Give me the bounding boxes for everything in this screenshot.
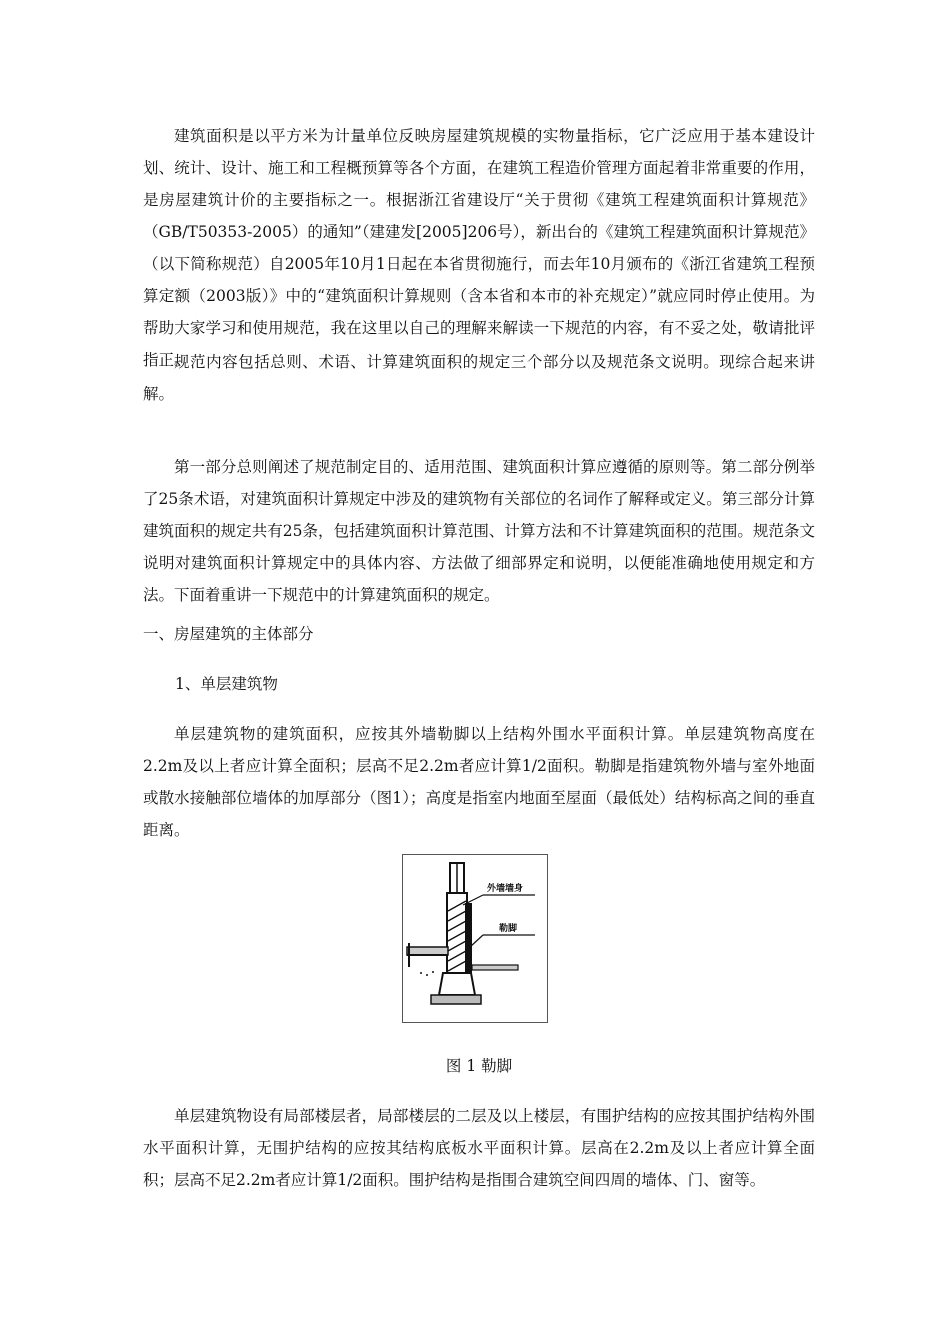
figure-plinth-sketch [402,854,548,1023]
exterior-ground-apron [472,965,518,970]
paragraph-contents: 规范内容包括总则、术语、计算建筑面积的规定三个部分以及规范条文说明。现综合起来讲解。 [143,353,815,403]
subsection-heading-single-storey: 1、单层建筑物 [175,675,278,693]
footing-base [431,995,481,1004]
plinth-section-drawing [403,855,547,1022]
paragraph-parts: 第一部分总则阐述了规范制定目的、适用范围、建筑面积计算应遵循的原则等。第二部分例举了25条术语，对建筑面积计算规定中涉及的建筑物有关部位的名词作了解释或定义。第三部分计算建筑面积的规定共有25条，包括建筑面积计算范围、计算方法和不计算建筑面积的范围。规范条文说明对建筑面积计算规定中的具体内容、方法做了细部界定和说明，以便能准确地使用规定和方法。下面着重讲一下规范中的计算建筑面积的规定。 [143,458,815,604]
paragraph-single-storey-area: 单层建筑物的建筑面积，应按其外墙勒脚以上结构外围水平面积计算。单层建筑物高度在2.2m及以上者应计算全面积；层高不足2.2m者应计算1/2面积。勒脚是指建筑物外墙与室外地面或散水接触部位墙体的加厚部分（图1）；高度是指室内地面至屋面（最低处）结构标高之间的垂直距离。 [143,725,815,839]
label-plinth: 勒脚 [499,924,518,934]
footing-step [439,973,475,995]
interior-floor-slab [407,947,448,955]
figure-caption: 图 1 勒脚 [445,1057,513,1075]
paragraph-partial-floors: 单层建筑物设有局部楼层者，局部楼层的二层及以上楼层，有围护结构的应按其围护结构外围水平面积计算，无围护结构的应按其结构底板水平面积计算。层高在2.2m及以上者应计算全面积；层高不足2.2m者应计算1/2面积。围护结构是指围合建筑空间四周的墙体、门、窗等。 [143,1107,815,1189]
paragraph-intro: 建筑面积是以平方米为计量单位反映房屋建筑规模的实物量指标，它广泛应用于基本建设计划、统计、设计、施工和工程概预算等各个方面，在建筑工程造价管理方面起着非常重要的作用，是房屋建筑计价的主要指标之一。根据浙江省建设厅“关于贯彻《建筑工程建筑面积计算规范》（GB/T50353-2005）的通知”（建建发[2005]206号），新出台的《建筑工程建筑面积计算规范》（以下简称规范）自2005年10月1日起在本省贯彻施行，而去年10月颁布的《浙江省建筑工程预算定额（2003版）》中的“建筑面积计算规则（含本省和本市的补充规定）”就应同时停止使用。为帮助大家学习和使用规范，我在这里以自己的理解来解读一下规范的内容，有不妥之处，敬请批评指正。 [143,127,815,369]
section-heading-main-body: 一、房屋建筑的主体部分 [143,625,314,643]
soil-dots [420,971,434,976]
label-wall-body: 外墙墙身 [487,884,524,894]
plinth-thickening [465,903,472,975]
